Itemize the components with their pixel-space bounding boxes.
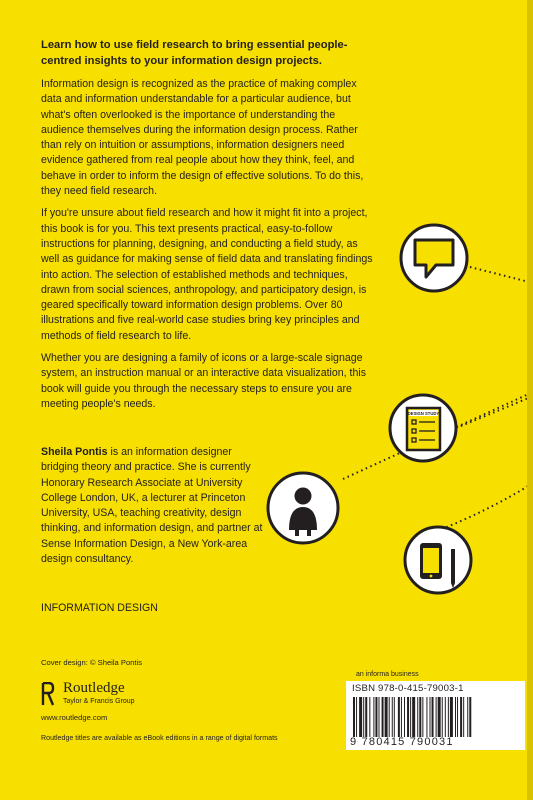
person-icon [268, 473, 338, 543]
checklist-title: DESIGN STUDY [407, 411, 440, 416]
blurb-lead: Learn how to use field research to bring essential people-centred insights to your information design projects. [41, 39, 348, 67]
publisher-group: Taylor & Francis Group [63, 698, 135, 705]
speech-bubble-icon [401, 225, 467, 291]
author-bio-text: is an information designer bridging theory and practice. She is currently Honorary Research Associate at University College London, UK, a lecturer at Princeton University, USA, teaching creativity, design thinking, and information design, and partner at Sense Information Design, a New York-area design consultancy. [41, 446, 263, 566]
phone-pencil-icon [405, 527, 471, 593]
publisher-name: Routledge [63, 680, 125, 696]
isbn-label: ISBN 978-0-415-79003-1 [352, 683, 464, 694]
ebook-note: Routledge titles are available as eBook editions in a range of digital formats [41, 734, 278, 742]
blurb-paragraph-1: Information design is recognized as the practice of making complex data and information understandable for a particular audience, but what's often overlooked is the importance of understanding the audience themselves during the information design process. Rather than rely on intuition or assumptions, information designers need evidence gathered from real people about how they think, feel, and behave in order to inform the design of effective solutions. To do this, they need field research. [41, 78, 364, 198]
author-name: Sheila Pontis [41, 446, 108, 458]
connector-line-4 [437, 483, 533, 531]
connector-line-3 [456, 396, 533, 428]
barcode-digits: 9 780415 790031 [350, 736, 454, 748]
checklist-icon [390, 395, 456, 461]
connector-line-1 [470, 267, 533, 283]
informa-tagline: an informa business [356, 671, 419, 678]
blurb-paragraph-2: If you're unsure about field research and how it might fit into a project, this book is for you. This text presents practical, easy-to-follow instructions for planning, designing, and conducting a field study, as well as guidance for making sense of field data and translating findings into action. The selection of established methods and techniques, drawn from social sciences, anthropology, and participatory design, is geared specifically toward information design problems. Over 80 illustrations and five real-world case studies bring key principles and methods of field research to life. [41, 207, 373, 342]
blurb-paragraph-3: Whether you are designing a family of icons or a large-scale signage system, an instruction manual or an interactive data visualization, this book will guide you through the necessary steps to ensure you are meeting people's needs. [41, 352, 367, 410]
series-label: INFORMATION DESIGN [41, 602, 158, 614]
publisher-url: www.routledge.com [41, 713, 108, 722]
cover-credit: Cover design: © Sheila Pontis [41, 658, 142, 667]
spine-edge [527, 0, 533, 800]
